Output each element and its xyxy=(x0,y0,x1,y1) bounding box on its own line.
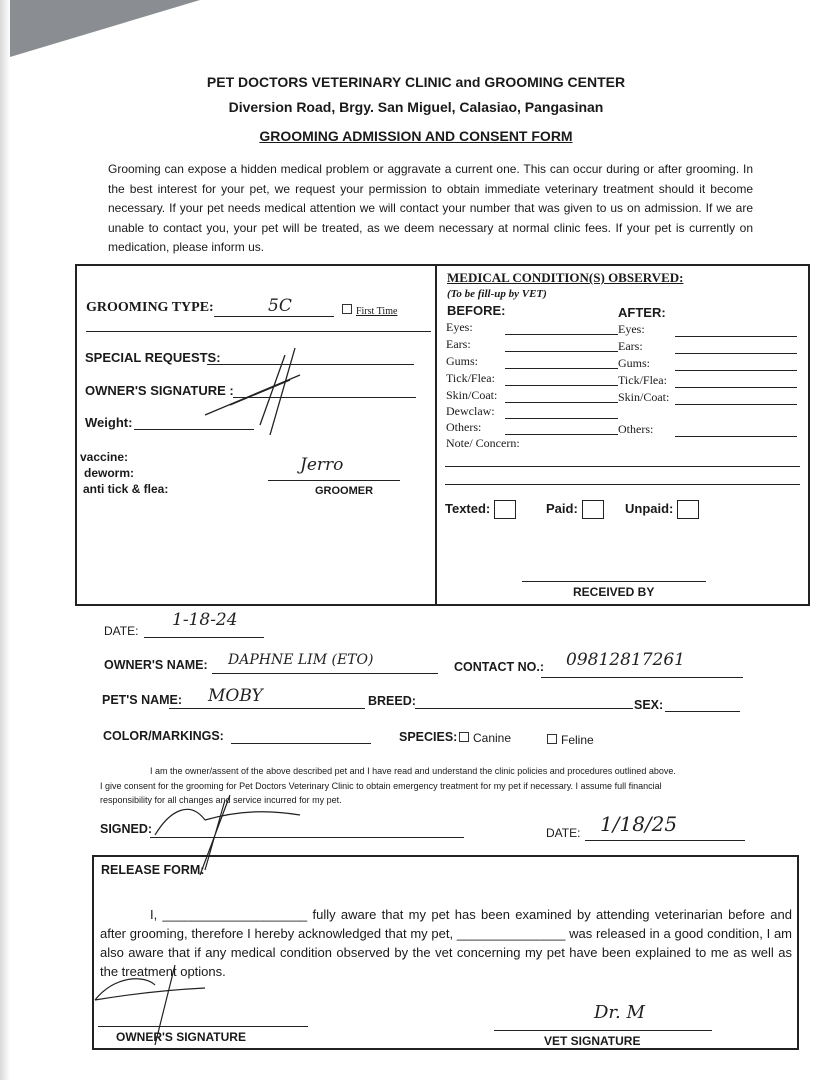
first-time-checkbox[interactable] xyxy=(342,304,397,317)
checkbox-icon xyxy=(582,500,604,519)
checkbox-icon xyxy=(677,500,699,519)
deworm-label: deworm: xyxy=(84,466,135,480)
received-by-line[interactable] xyxy=(522,581,706,582)
sex-field[interactable] xyxy=(665,711,740,712)
divider xyxy=(435,264,437,604)
condition-field[interactable] xyxy=(505,351,618,352)
color-markings-label: COLOR/MARKINGS: xyxy=(103,729,224,743)
vet-signature-value: Dr. M xyxy=(594,1002,645,1023)
intro-paragraph: Grooming can expose a hidden medical problem or aggravate a current one. This can occur during or after grooming. In the best interest for your pet, we request your permission to obtain immediate veterinary treatment should it become necessary. If your pet needs medical attention we will contact your number that was given to us on admission. If we are unable to contact you, your pet will be treated, as we deem necessary at normal clinic fees. If your pet is currently on medication, please inform us. xyxy=(108,162,753,254)
paid-checkbox[interactable] xyxy=(546,500,604,519)
breed-label: BREED: xyxy=(368,694,416,708)
weight-field[interactable] xyxy=(134,429,254,430)
note-line-2[interactable] xyxy=(445,484,800,485)
color-markings-field[interactable] xyxy=(231,743,371,744)
clinic-name: PET DOCTORS VETERINARY CLINIC and GROOMING CENTER xyxy=(206,74,626,90)
condition-label: Ears: xyxy=(446,337,471,351)
condition-field[interactable] xyxy=(675,436,797,437)
release-owner-line[interactable] xyxy=(98,1026,308,1027)
condition-field[interactable] xyxy=(505,385,618,386)
checkbox-icon xyxy=(459,732,469,742)
note-label: Note/ Concern: xyxy=(446,436,520,450)
pet-name-value: MOBY xyxy=(208,686,263,706)
contact-label: CONTACT NO.: xyxy=(454,660,545,674)
grooming-type-label: GROOMING TYPE: xyxy=(86,300,214,315)
feline-checkbox[interactable] xyxy=(547,733,594,747)
canine-checkbox[interactable] xyxy=(459,731,511,745)
grooming-type-line2[interactable] xyxy=(86,331,431,332)
vaccine-label: vaccine: xyxy=(80,450,129,464)
texted-label: Texted: xyxy=(445,500,491,516)
owner-signature-scribble xyxy=(200,345,310,440)
condition-label: Gums: xyxy=(446,354,479,368)
consent-date-field[interactable] xyxy=(585,840,745,841)
clinic-address: Diversion Road, Brgy. San Miguel, Calasiao, Pangasinan xyxy=(228,99,604,115)
scan-edge xyxy=(0,0,10,1080)
consent-line-1: I am the owner/assent of the above described pet and I have read and understand the clinic policies and procedures outlined above. xyxy=(150,766,676,776)
condition-field[interactable] xyxy=(505,418,618,419)
feline-label: Feline xyxy=(561,733,594,747)
medical-title: MEDICAL CONDITION(S) OBSERVED: xyxy=(447,270,684,285)
vet-signature-line[interactable] xyxy=(494,1030,712,1031)
species-label: SPECIES: xyxy=(399,730,458,744)
sex-label: SEX: xyxy=(634,698,664,712)
release-title: RELEASE FORM: xyxy=(101,863,205,877)
condition-label: Skin/Coat: xyxy=(618,390,670,404)
consent-line-3: responsibility for all changes and service incurred for my pet. xyxy=(100,795,342,805)
groomer-signature: Jerro xyxy=(300,455,344,475)
canine-label: Canine xyxy=(473,731,512,745)
date-value: 1-18-24 xyxy=(172,610,238,630)
first-time-label: First Time xyxy=(356,306,398,317)
medical-subtitle: (To be fill-up by VET) xyxy=(447,288,547,300)
scan-shadow xyxy=(0,0,200,60)
pet-name-field[interactable] xyxy=(169,708,365,709)
grooming-type-value: 5C xyxy=(268,296,292,316)
consent-date-label: DATE: xyxy=(546,826,581,840)
checkbox-icon xyxy=(547,734,557,744)
date-label: DATE: xyxy=(104,624,139,638)
anti-tick-flea-label: anti tick & flea: xyxy=(83,482,169,496)
groomer-line[interactable] xyxy=(268,480,400,481)
condition-label: Ears: xyxy=(618,339,643,353)
condition-field[interactable] xyxy=(675,370,797,371)
note-line-1[interactable] xyxy=(445,466,800,467)
owner-signature-label: OWNER'S SIGNATURE : xyxy=(85,383,234,398)
checkbox-icon xyxy=(342,304,352,314)
paid-label: Paid: xyxy=(546,500,578,516)
condition-field[interactable] xyxy=(505,368,618,369)
pet-name-label: PET'S NAME: xyxy=(102,693,183,707)
vet-signature-label: VET SIGNATURE xyxy=(544,1034,641,1048)
condition-field[interactable] xyxy=(505,434,618,435)
special-requests-label: SPECIAL REQUESTS: xyxy=(85,350,221,365)
condition-field[interactable] xyxy=(675,336,797,337)
condition-label: Others: xyxy=(446,420,482,434)
condition-label: Gums: xyxy=(618,356,651,370)
release-text: I, ____________________ fully aware that my pet has been examined by attending veterinarian before and after grooming, therefore I hereby acknowledged that my pet, _______________ was released in a good condition, I am also aware that if any medical condition observed by the vet concerning my pet have been explained to me as well as the treatment options. xyxy=(100,907,792,979)
condition-field[interactable] xyxy=(505,334,618,335)
unpaid-checkbox[interactable] xyxy=(625,500,699,519)
after-label: AFTER: xyxy=(618,305,666,320)
owner-name-value: DAPHNE LIM (ETO) xyxy=(228,652,374,668)
condition-label: Tick/Flea: xyxy=(446,371,495,385)
contact-field[interactable] xyxy=(541,677,743,678)
texted-checkbox[interactable] xyxy=(445,500,516,519)
condition-field[interactable] xyxy=(675,387,797,388)
condition-label: Skin/Coat: xyxy=(446,388,498,402)
owner-name-label: OWNER'S NAME: xyxy=(104,658,208,672)
condition-label: Dewclaw: xyxy=(446,404,495,418)
condition-label: Eyes: xyxy=(618,322,645,336)
contact-value: 09812817261 xyxy=(566,650,685,670)
received-by-label: RECEIVED BY xyxy=(573,585,655,599)
condition-label: Eyes: xyxy=(446,320,473,334)
breed-field[interactable] xyxy=(415,708,633,709)
before-label: BEFORE: xyxy=(447,303,506,318)
date-field[interactable] xyxy=(144,637,264,638)
owner-name-field[interactable] xyxy=(212,673,438,674)
condition-label: Others: xyxy=(618,422,654,436)
condition-field[interactable] xyxy=(675,353,797,354)
unpaid-label: Unpaid: xyxy=(625,500,674,516)
condition-field[interactable] xyxy=(505,402,618,403)
checkbox-icon xyxy=(494,500,516,519)
signed-label: SIGNED: xyxy=(100,822,153,836)
owner-signature-label-release: OWNER'S SIGNATURE xyxy=(116,1030,246,1044)
consent-line-2: I give consent for the grooming for Pet Doctors Veterinary Clinic to obtain emergency treatment for my pet if necessary. I assume full financial xyxy=(100,781,662,791)
form-title: GROOMING ADMISSION AND CONSENT FORM xyxy=(259,128,573,144)
grooming-type-field[interactable] xyxy=(214,316,334,317)
consent-date-value: 1/18/25 xyxy=(600,812,678,836)
condition-label: Tick/Flea: xyxy=(618,373,667,387)
condition-field[interactable] xyxy=(675,404,797,405)
weight-label: Weight: xyxy=(85,415,133,430)
groomer-label: GROOMER xyxy=(315,485,374,497)
